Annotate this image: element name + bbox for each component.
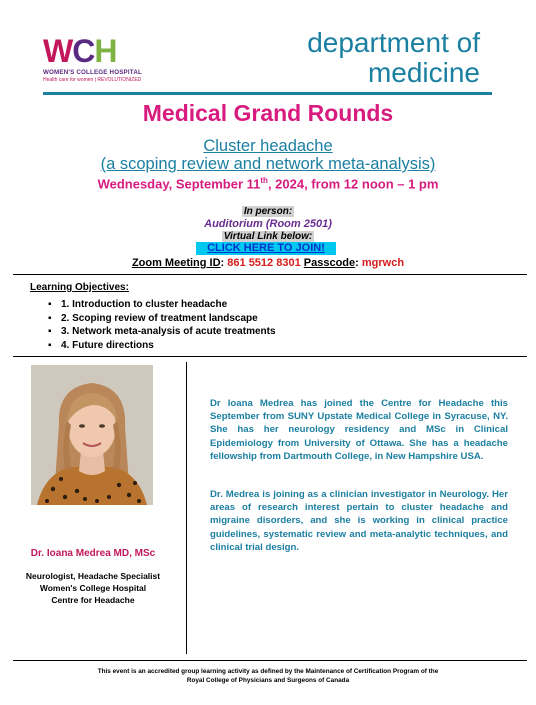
list-item: ▪ 2. Scoping review of treatment landscape <box>48 312 276 326</box>
venue: Auditorium (Room 2501) <box>204 218 332 230</box>
department-line-2: medicine <box>367 57 480 88</box>
column-divider <box>186 362 187 654</box>
speaker-bio-paragraph-1: Dr Ioana Medrea has joined the Centre for Headache this September from SUNY Upstate Medical College in Syracuse, NY. She has her neurology residency and MSc in Clinical Epidemiology from University of Ottawa. She has a headache fellowship from Dartmouth College, in New Hampshire USA. <box>210 398 508 462</box>
speaker-role: Neurologist, Headache Specialist <box>25 571 161 581</box>
speaker-photo <box>31 365 153 505</box>
divider <box>13 274 527 275</box>
header-divider <box>43 92 492 95</box>
divider <box>13 660 527 661</box>
speaker-hospital: Women's College Hospital <box>39 583 147 593</box>
footer-line-1: This event is an accredited group learning activity as defined by the Maintenance of Certification Program of the <box>97 668 439 675</box>
speaker-centre: Centre for Headache <box>51 595 135 605</box>
speaker-name: Dr. Ioana Medrea MD, MSc <box>30 548 156 559</box>
objectives-list <box>48 298 276 352</box>
logo-hospital-name: WOMEN'S COLLEGE HOSPITAL <box>43 69 142 76</box>
department-line-1: department of <box>307 27 480 58</box>
subtitle-line-1: Cluster headache <box>203 137 333 155</box>
zoom-details: Zoom Meeting ID: 861 5512 8301 Passcode: mgrwch <box>131 257 405 269</box>
logo-mark: WCH <box>43 33 117 69</box>
list-item: ▪ 4. Future directions <box>48 339 276 353</box>
objectives-title: Learning Objectives: <box>30 282 129 293</box>
virtual-link-label: Virtual Link below: <box>223 231 313 242</box>
department-heading <box>307 28 480 88</box>
speaker-bio-paragraph-2: Dr. Medrea is joining as a clinician investigator in Neurology. Her areas of research interest pertain to cluster headache and migraine disorders, and she is working in clinical practice guidelines, systematic review and meta-analytic techniques, and clinical trial design. <box>210 489 508 553</box>
list-item: ▪ 1. Introduction to cluster headache <box>48 298 276 312</box>
join-link[interactable]: CLICK HERE TO JOIN! <box>196 242 336 255</box>
in-person-label: In person: <box>243 206 293 217</box>
divider <box>13 356 527 357</box>
list-item: ▪ 3. Network meta-analysis of acute treatments <box>48 325 276 339</box>
event-title: Medical Grand Rounds <box>142 100 394 126</box>
subtitle-line-2: (a scoping review and network meta-analysis) <box>100 155 436 173</box>
event-date-time: Wednesday, September 11th, 2024, from 12 noon – 1 pm <box>97 176 439 192</box>
wch-logo <box>43 34 153 90</box>
logo-tagline: Health care for women | REVOLUTIONIZED <box>43 77 142 83</box>
footer-line-2: Royal College of Physicians and Surgeons of Canada <box>186 677 350 684</box>
event-subtitle <box>0 137 536 173</box>
accreditation-footer <box>0 667 536 685</box>
